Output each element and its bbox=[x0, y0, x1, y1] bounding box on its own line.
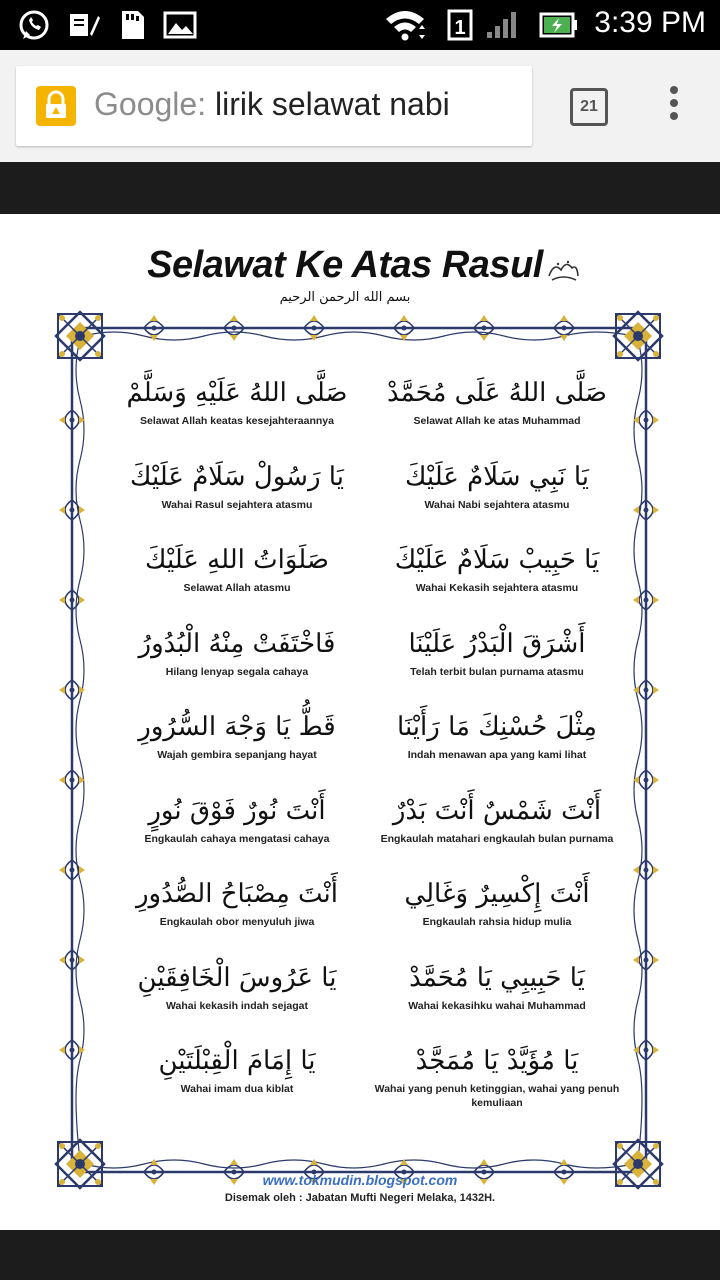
arabic-line: أَنْتَ نُورٌ فَوْقَ نُورٍ bbox=[148, 795, 326, 826]
malay-translation: Wahai yang penuh ketinggian, wahai yang penuh kemuliaan bbox=[374, 1083, 620, 1109]
arabic-line: مِثْلَ حُسْنِكَ مَا رَأَيْنَا bbox=[397, 712, 597, 742]
document-image bbox=[0, 214, 720, 1230]
malay-translation: Wahai Rasul sejahtera atasmu bbox=[161, 498, 313, 511]
arabic-line: فَاخْتَفَتْ مِنْهُ الْبُدُورُ bbox=[138, 628, 336, 659]
verse-right bbox=[372, 543, 622, 595]
arabic-line: أَنْتَ مِصْبَاحُ الصُّدُورِ bbox=[136, 879, 338, 909]
malay-translation: Wajah gembira sepanjang hayat bbox=[157, 749, 317, 761]
malay-translation: Selawat Allah atasmu bbox=[183, 582, 291, 594]
verse-left bbox=[112, 794, 362, 846]
verse-right bbox=[372, 460, 622, 512]
malay-translation: Engkaulah matahari engkaulah bulan purnama bbox=[380, 832, 614, 845]
arabic-line: صَلَّى اللهُ عَلَيْهِ وَسَلَّمْ bbox=[126, 378, 348, 408]
arabic-line: يَا عَرُوسَ الْخَافِقَيْنِ bbox=[137, 962, 337, 993]
malay-translation: Wahai kekasih indah sejagat bbox=[166, 999, 308, 1012]
tab-switcher-button[interactable]: 21 bbox=[570, 88, 608, 126]
menu-dot bbox=[670, 86, 678, 94]
malay-translation: Wahai Nabi sejahtera atasmu bbox=[424, 498, 570, 511]
browser-toolbar bbox=[0, 50, 720, 162]
arabic-line: صَلَوَاتُ اللهِ عَلَيْكَ bbox=[145, 545, 329, 575]
arabic-line: أَنْتَ شَمْسٌ أَنْتَ بَدْرٌ bbox=[392, 795, 602, 826]
page-bottom-margin bbox=[0, 1230, 720, 1280]
sim-slot-number: 1 bbox=[454, 17, 466, 39]
verse-left bbox=[112, 543, 362, 595]
verse-left bbox=[112, 961, 362, 1013]
clock: 3:39 PM bbox=[594, 6, 706, 39]
verse-right bbox=[372, 1044, 622, 1110]
wifi-icon bbox=[384, 9, 426, 41]
verse-right bbox=[372, 877, 622, 929]
verse-left bbox=[112, 1044, 362, 1096]
signal-icon bbox=[484, 9, 520, 41]
arabic-line: يَا حَبِيبْ سَلَامٌ عَلَيْكَ bbox=[394, 545, 600, 575]
verse-left bbox=[112, 376, 362, 428]
verse-right bbox=[372, 627, 622, 679]
arabic-line: أَشْرَقَ الْبَدْرُ عَلَيْنَا bbox=[408, 628, 586, 659]
verse-right bbox=[372, 376, 622, 428]
arabic-line: يَا نَبِي سَلَامٌ عَلَيْكَ bbox=[405, 461, 589, 492]
verse-left bbox=[112, 627, 362, 679]
arabic-line: يَا حَبِيبِي يَا مُحَمَّدْ bbox=[409, 962, 585, 993]
malay-translation: Telah terbit bulan purnama atasmu bbox=[410, 665, 584, 678]
search-engine-prefix: Google: bbox=[94, 86, 207, 122]
malay-translation: Hilang lenyap segala cahaya bbox=[165, 665, 309, 678]
battery-charging-icon bbox=[538, 9, 580, 41]
menu-dot bbox=[670, 99, 678, 107]
arabic-line: يَا إِمَامَ الْقِبْلَتَيْنِ bbox=[158, 1046, 316, 1076]
page-title: Selawat Ke Atas Rasul bbox=[147, 244, 543, 286]
calligraphy-seal bbox=[546, 256, 580, 284]
verse-right bbox=[372, 794, 622, 846]
malay-translation: Indah menawan apa yang kami lihat bbox=[407, 749, 587, 761]
malay-translation: Wahai Kekasih sejahtera atasmu bbox=[415, 582, 579, 594]
whatsapp-icon bbox=[16, 9, 52, 41]
arabic-line: أَنْتَ إِكْسِيرٌ وَغَالِي bbox=[404, 879, 590, 909]
source-url[interactable]: www.tokmudin.blogspot.com bbox=[262, 1172, 458, 1188]
verse-right bbox=[372, 710, 622, 762]
malay-translation: Selawat Allah keatas kesejahteraannya bbox=[140, 415, 334, 427]
notes-icon bbox=[66, 9, 102, 41]
malay-translation: Engkaulah cahaya mengatasi cahaya bbox=[144, 832, 330, 845]
sd-card-icon bbox=[116, 9, 148, 41]
status-bar bbox=[0, 0, 720, 50]
malay-translation: Engkaulah obor menyuluh jiwa bbox=[159, 916, 315, 928]
overflow-menu-button[interactable] bbox=[664, 86, 684, 126]
verse-left bbox=[112, 877, 362, 929]
sim-icon bbox=[446, 9, 474, 41]
verse-left bbox=[112, 460, 362, 512]
menu-dot bbox=[670, 112, 678, 120]
malay-translation: Engkaulah rahsia hidup mulia bbox=[422, 916, 572, 928]
arabic-line: صَلَّى اللهُ عَلَى مُحَمَّدْ bbox=[386, 378, 608, 408]
verse-right bbox=[372, 961, 622, 1013]
verse-left bbox=[112, 710, 362, 762]
basmala: بسم الله الرحمن الرحيم bbox=[279, 290, 411, 305]
arabic-line: يَا رَسُولْ سَلَامٌ عَلَيْكَ bbox=[130, 461, 344, 492]
malay-translation: Selawat Allah ke atas Muhammad bbox=[413, 415, 581, 427]
source-credit: Disemak oleh : Jabatan Mufti Negeri Melaka, 1432H. bbox=[224, 1192, 496, 1204]
malay-translation: Wahai imam dua kiblat bbox=[180, 1083, 294, 1095]
search-query: lirik selawat nabi bbox=[214, 86, 450, 122]
gallery-icon bbox=[162, 9, 198, 41]
address-text[interactable] bbox=[94, 86, 450, 123]
page-top-margin bbox=[0, 162, 720, 214]
address-bar[interactable] bbox=[16, 66, 532, 146]
lock-icon[interactable] bbox=[36, 86, 76, 126]
arabic-line: يَا مُؤَيَّدْ يَا مُمَجَّدْ bbox=[415, 1046, 579, 1076]
malay-translation: Wahai kekasihku wahai Muhammad bbox=[408, 999, 586, 1012]
arabic-line: قَطُّ يَا وَجْهَ السُّرُورِ bbox=[138, 712, 336, 742]
